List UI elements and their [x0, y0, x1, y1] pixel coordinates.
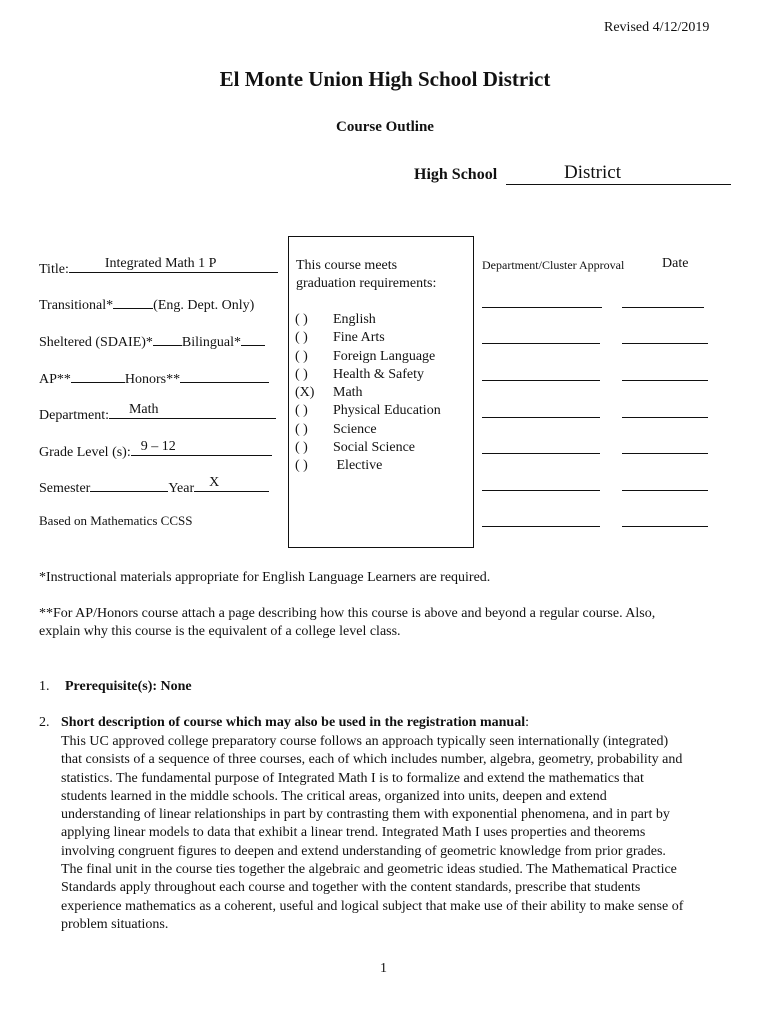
requirement-mark: ( ): [295, 366, 308, 382]
approval-signature-line[interactable]: [482, 380, 600, 381]
requirement-item: [295, 366, 441, 384]
ap-honors-note: [39, 605, 655, 641]
ap-underline: [71, 367, 125, 383]
date-heading: Date: [662, 256, 689, 271]
ap-label: AP**: [39, 372, 71, 387]
approval-signature-line[interactable]: [482, 526, 600, 527]
department-field: [39, 403, 276, 424]
semester-label: Semester: [39, 481, 91, 496]
bilingual-label: Bilingual*: [181, 335, 242, 350]
approval-date-line[interactable]: [622, 417, 708, 418]
high-school-label: High School: [414, 166, 498, 183]
description-line: The final unit in the course ties together the algebraic and geometric ideas studied. The Mathematical Practice: [61, 862, 677, 878]
description-line: This UC approved college preparatory course follows an approach typically seen internationally (integrated): [61, 734, 669, 749]
section-title: Short description of course which may also be used in the registration manual: [61, 715, 526, 730]
approval-date-line[interactable]: [622, 380, 708, 381]
department-label: Department:: [39, 408, 109, 423]
title-field: [39, 257, 278, 278]
year-label: Year: [168, 481, 195, 496]
description-line: problem situations.: [61, 916, 169, 932]
document-subtitle: Course Outline: [336, 119, 434, 135]
requirement-label: Foreign Language: [333, 348, 436, 364]
section-prerequisites: [39, 679, 192, 695]
revised-date: Revised 4/12/2019: [604, 20, 710, 35]
approval-date-line[interactable]: [622, 526, 708, 527]
ap-honors-field: [39, 367, 269, 388]
requirement-label: Health & Safety: [333, 366, 424, 382]
description-line: experience mathematics as a coherent, useful and logical subject that make use of their ability to make sense of: [61, 898, 684, 914]
approval-signature-line[interactable]: [482, 490, 600, 491]
title-value: Integrated Math 1 P: [104, 256, 217, 271]
approval-signature-line[interactable]: [482, 453, 600, 454]
requirement-label: English: [333, 312, 376, 327]
requirement-mark: ( ): [295, 458, 308, 474]
high-school-field: [506, 162, 731, 185]
sheltered-label: Sheltered (SDAIE)*: [39, 335, 153, 350]
page-number: 1: [380, 961, 387, 976]
requirement-item: [295, 421, 441, 439]
requirement-label: Math: [333, 385, 363, 401]
description-line: Standards apply throughout each course and together with the content standards, prescribe that students: [61, 880, 641, 896]
approval-date-line[interactable]: [622, 490, 708, 491]
title-label: Title:: [39, 262, 69, 277]
sheltered-field: [39, 330, 265, 351]
ell-note: *Instructional materials appropriate for English Language Learners are required.: [39, 570, 491, 585]
requirement-item: [295, 384, 441, 402]
grade-value: 9 – 12: [140, 439, 176, 454]
requirement-mark: ( ): [295, 330, 308, 346]
based-on-note: Based on Mathematics CCSS: [39, 513, 193, 528]
section-number: 2.: [39, 715, 50, 730]
high-school-value: District: [564, 162, 621, 183]
requirements-intro-line2: graduation requirements:: [296, 276, 437, 291]
requirement-mark: ( ): [295, 312, 308, 327]
description-line: that consists of a sequence of three courses, each of which includes number, algebra, geometry, probability and: [61, 752, 683, 768]
requirement-item: [295, 348, 441, 366]
requirements-list: [295, 311, 441, 476]
department-underline: [109, 403, 276, 419]
description-line: students learned in the middle schools. The critical areas, organized into units, deepen and extend: [61, 788, 607, 804]
course-description: [61, 733, 751, 934]
approval-signature-line[interactable]: [482, 307, 602, 308]
transitional-note: (Eng. Dept. Only): [153, 298, 255, 313]
requirement-mark: ( ): [295, 348, 308, 364]
section-number: 1.: [39, 679, 50, 694]
requirement-label: Physical Education: [333, 403, 441, 419]
requirement-label: Fine Arts: [333, 330, 385, 346]
description-line: involving congruent figures to deepen and extend understanding of geometric knowledge from prior grades.: [61, 843, 666, 859]
approval-signature-line[interactable]: [482, 343, 600, 344]
transitional-underline: [113, 293, 153, 309]
requirement-item: [295, 439, 441, 457]
requirement-item: [295, 329, 441, 347]
section-title: Prerequisite(s): None: [65, 679, 192, 694]
ap-honors-note-line1: **For AP/Honors course attach a page describing how this course is above and beyond a regular course. Also,: [39, 606, 656, 621]
graduation-requirements-box: [288, 236, 474, 548]
requirement-label: Social Science: [333, 440, 416, 456]
grade-label: Grade Level (s):: [39, 445, 131, 460]
section-title-colon: :: [525, 715, 529, 730]
requirement-mark: (X): [295, 385, 315, 401]
honors-label: Honors**: [124, 372, 181, 387]
approval-signature-line[interactable]: [482, 417, 600, 418]
requirement-item: [295, 457, 441, 475]
requirements-intro-line1: This course meets: [296, 258, 398, 273]
district-title: El Monte Union High School District: [219, 67, 551, 91]
department-value: Math: [128, 402, 159, 417]
requirement-label: Elective: [333, 458, 383, 474]
sheltered-underline: [153, 330, 182, 346]
requirement-mark: ( ): [295, 403, 308, 419]
title-underline: [69, 257, 278, 273]
description-line: understanding of linear relationships in part by contrasting them with exponential phenomena, and in part by: [61, 807, 670, 823]
honors-underline: [180, 367, 269, 383]
transitional-label: Transitional*: [39, 298, 114, 313]
description-line: statistics. The fundamental purpose of Integrated Math I is to formalize and extend the mathematics that: [61, 770, 644, 786]
year-underline: [194, 476, 269, 492]
semester-underline: [90, 476, 168, 492]
requirement-item: [295, 311, 441, 329]
requirement-mark: ( ): [295, 440, 308, 456]
bilingual-underline: [241, 330, 265, 346]
requirements-intro: [296, 257, 436, 293]
section-description: [39, 715, 529, 731]
description-line: applying linear models to data that exhibit a linear trend. Integrated Math I uses properties and theorems: [61, 825, 646, 841]
grade-underline: [131, 440, 272, 456]
semester-year-field: [39, 476, 269, 497]
grade-level-field: [39, 440, 272, 461]
approval-date-line[interactable]: [622, 307, 704, 308]
ap-honors-note-line2: explain why this course is the equivalent of a college level class.: [39, 624, 401, 639]
department-approval-heading: Department/Cluster Approval: [482, 258, 625, 272]
approval-date-line[interactable]: [622, 453, 708, 454]
requirement-mark: ( ): [295, 421, 308, 437]
requirement-item: [295, 402, 441, 420]
year-value: X: [209, 475, 220, 490]
requirement-label: Science: [333, 421, 377, 437]
transitional-field: [39, 293, 254, 314]
approval-date-line[interactable]: [622, 343, 708, 344]
